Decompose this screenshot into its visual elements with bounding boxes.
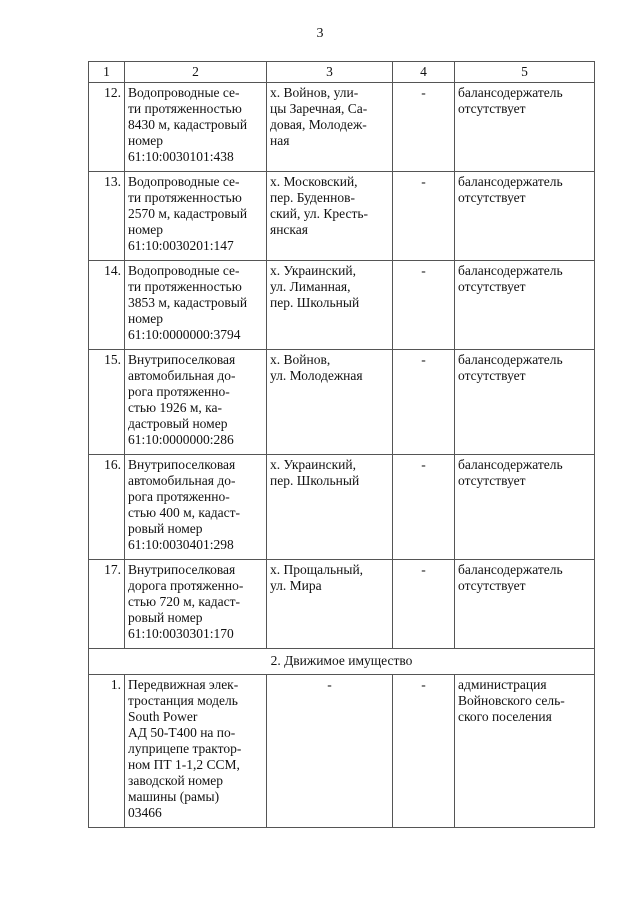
balance-holder: балансодержатель отсутствует xyxy=(455,83,595,172)
row-number: 14. xyxy=(89,261,125,350)
balance-holder: балансодержатель отсутствует xyxy=(455,261,595,350)
column-header-5: 5 xyxy=(455,62,595,83)
object-name: Водопроводные се- ти протяженностью 2570 м, кадастровый номер 61:10:0030201:147 xyxy=(125,172,267,261)
object-address: х. Войнов, ули- цы Заречная, Са- довая, Молодеж- ная xyxy=(267,83,393,172)
section-heading-row xyxy=(89,649,595,675)
property-registry-table xyxy=(88,61,595,828)
object-address: - xyxy=(267,675,393,828)
column-4-value: - xyxy=(393,261,455,350)
column-4-value: - xyxy=(393,560,455,649)
object-address: х. Украинский, ул. Лиманная, пер. Школьный xyxy=(267,261,393,350)
row-number: 1. xyxy=(89,675,125,828)
balance-holder: балансодержатель отсутствует xyxy=(455,350,595,455)
object-address: х. Прощальный, ул. Мира xyxy=(267,560,393,649)
object-name: Водопроводные се- ти протяженностью 3853 м, кадастровый номер 61:10:0000000:3794 xyxy=(125,261,267,350)
balance-holder: балансодержатель отсутствует xyxy=(455,455,595,560)
column-4-value: - xyxy=(393,172,455,261)
table-row xyxy=(89,261,595,350)
row-number: 15. xyxy=(89,350,125,455)
column-header-1: 1 xyxy=(89,62,125,83)
column-header-2: 2 xyxy=(125,62,267,83)
balance-holder: балансодержатель отсутствует xyxy=(455,172,595,261)
column-4-value: - xyxy=(393,455,455,560)
section-title: 2. Движимое имущество xyxy=(89,649,595,675)
table-row xyxy=(89,675,595,828)
table-row xyxy=(89,560,595,649)
table-header-row xyxy=(89,62,595,83)
column-4-value: - xyxy=(393,83,455,172)
row-number: 16. xyxy=(89,455,125,560)
balance-holder: балансодержатель отсутствует xyxy=(455,560,595,649)
object-address: х. Войнов, ул. Молодежная xyxy=(267,350,393,455)
table-row xyxy=(89,455,595,560)
column-4-value: - xyxy=(393,675,455,828)
row-number: 12. xyxy=(89,83,125,172)
row-number: 13. xyxy=(89,172,125,261)
column-4-value: - xyxy=(393,350,455,455)
balance-holder: администрация Войновского сель- ского поселения xyxy=(455,675,595,828)
object-address: х. Украинский, пер. Школьный xyxy=(267,455,393,560)
column-header-3: 3 xyxy=(267,62,393,83)
page-number: 3 xyxy=(316,26,324,41)
object-name: Внутрипоселковая дорога протяженно- стью 720 м, кадаст- ровый номер 61:10:0030301:170 xyxy=(125,560,267,649)
table-row xyxy=(89,172,595,261)
object-name: Внутрипоселковая автомобильная до- рога протяженно- стью 1926 м, ка- дастровый номер 61:10:0000000:286 xyxy=(125,350,267,455)
object-name: Передвижная элек- тростанция модель South Power АД 50-Т400 на по- луприцепе трактор- ном ПТ 1-1,2 ССМ, заводской номер машины (рамы) 03466 xyxy=(125,675,267,828)
row-number: 17. xyxy=(89,560,125,649)
table-row xyxy=(89,350,595,455)
object-address: х. Московский, пер. Буденнов- ский, ул. Кресть- янская xyxy=(267,172,393,261)
table-row xyxy=(89,83,595,172)
object-name: Внутрипоселковая автомобильная до- рога протяженно- стью 400 м, кадаст- ровый номер 61:10:0030401:298 xyxy=(125,455,267,560)
column-header-4: 4 xyxy=(393,62,455,83)
object-name: Водопроводные се- ти протяженностью 8430 м, кадастровый номер 61:10:0030101:438 xyxy=(125,83,267,172)
